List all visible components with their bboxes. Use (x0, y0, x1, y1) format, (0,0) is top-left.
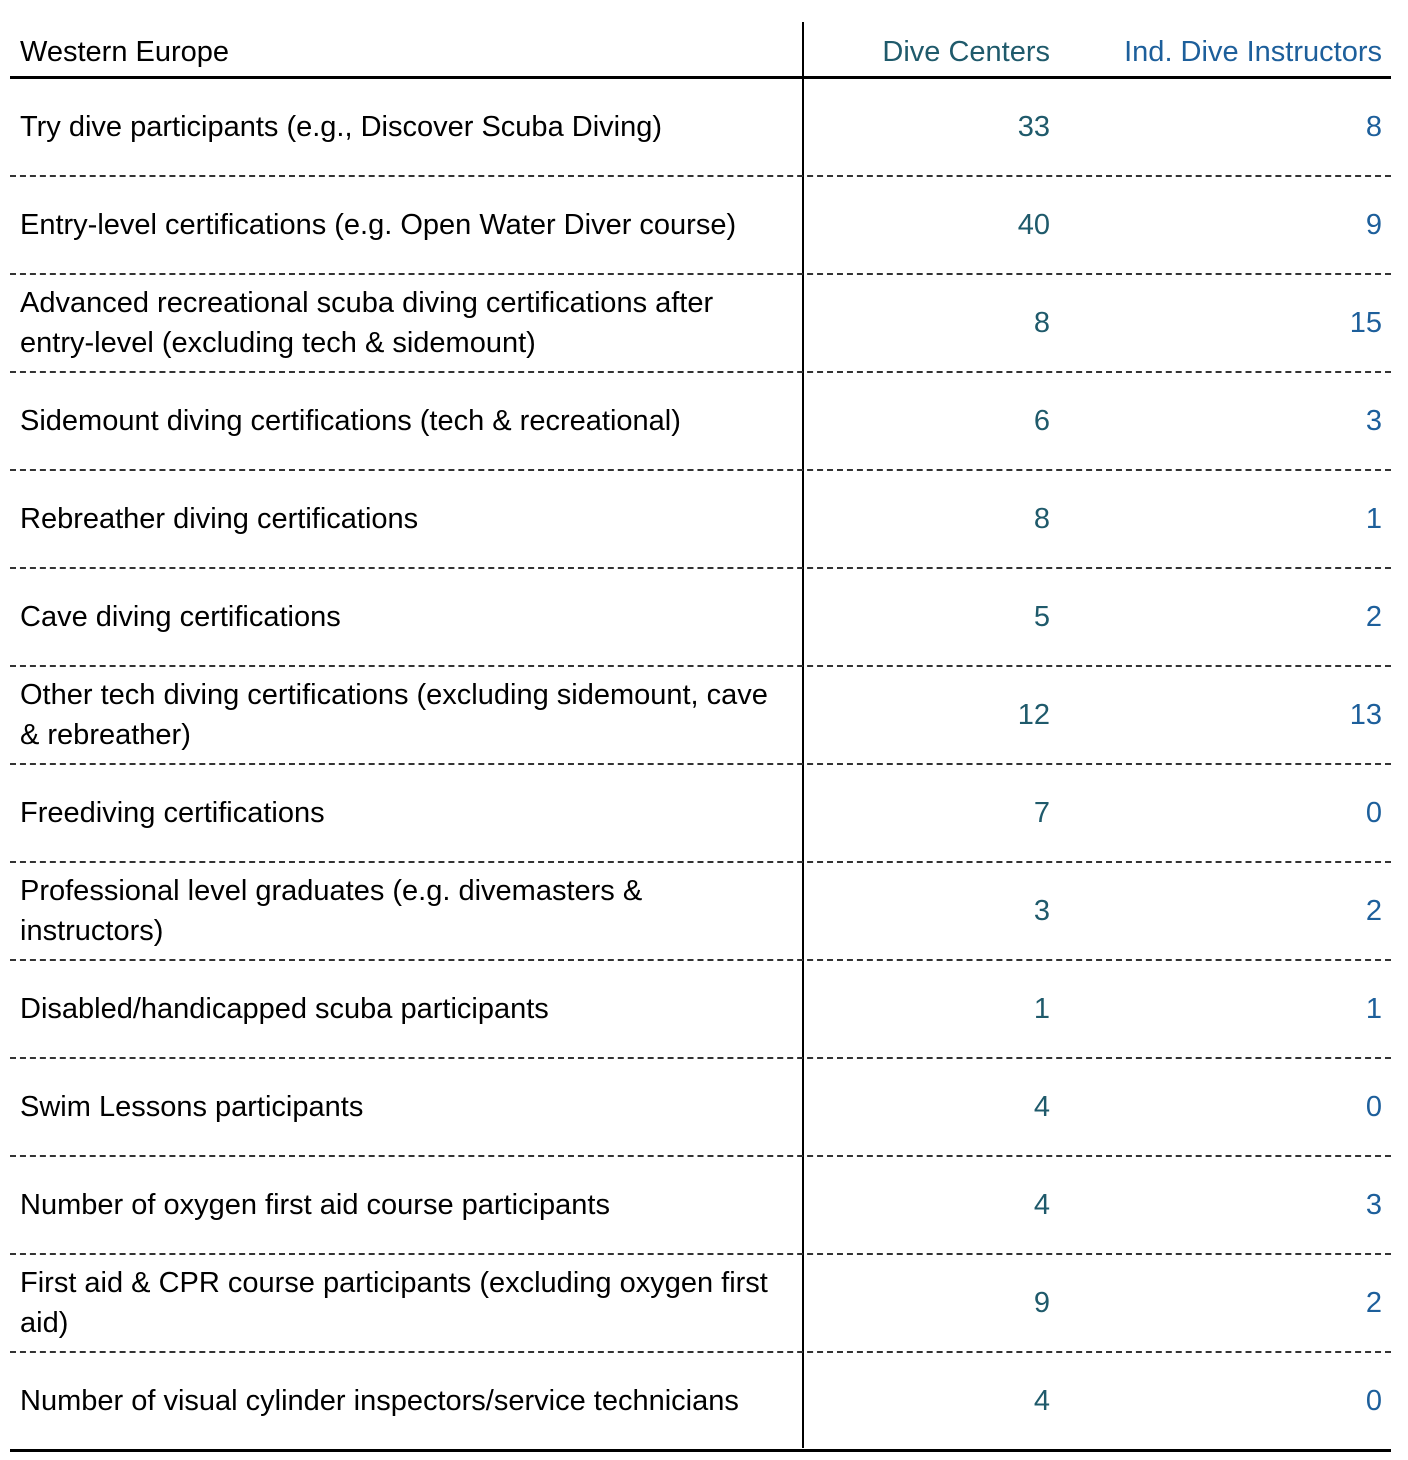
table-row (10, 275, 1391, 373)
dive-centers-value: 9 (1033, 1286, 1050, 1319)
row-label: Entry-level certifications (e.g. Open Water Diver course) (20, 209, 737, 241)
dive-centers-value: 5 (1033, 600, 1050, 633)
ind-instructors-value: 1 (1365, 502, 1382, 535)
table-row (10, 1353, 1391, 1452)
ind-instructors-value: 8 (1365, 110, 1382, 143)
ind-instructors-value: 13 (1349, 698, 1382, 731)
column-header-dive-centers: Dive Centers (882, 36, 1050, 68)
table-row (10, 765, 1391, 863)
table-row (10, 1059, 1391, 1157)
table-row (10, 569, 1391, 667)
table-row (10, 1255, 1391, 1353)
ind-instructors-value: 15 (1349, 306, 1382, 339)
dive-centers-value: 6 (1033, 404, 1050, 437)
dive-centers-value: 33 (1017, 110, 1050, 143)
table-row (10, 177, 1391, 275)
ind-instructors-value: 1 (1365, 992, 1382, 1025)
dive-centers-value: 8 (1033, 502, 1050, 535)
table-row (10, 863, 1391, 961)
dive-centers-value: 1 (1033, 992, 1050, 1025)
row-label: Try dive participants (e.g., Discover Scuba Diving) (20, 111, 662, 143)
dive-centers-value: 12 (1017, 698, 1050, 731)
dive-centers-value: 40 (1017, 208, 1050, 241)
row-label: Other tech diving certifications (excluding sidemount, cave & rebreather) (20, 679, 768, 751)
ind-instructors-value: 2 (1365, 1286, 1382, 1319)
table-row (10, 667, 1391, 765)
table-row (10, 79, 1391, 177)
ind-instructors-value: 9 (1365, 208, 1382, 241)
dive-centers-value: 8 (1033, 306, 1050, 339)
column-header-ind-dive-instructors: Ind. Dive Instructors (1124, 36, 1382, 68)
table-title: Western Europe (20, 36, 230, 68)
ind-instructors-value: 2 (1365, 600, 1382, 633)
dive-centers-value: 3 (1033, 894, 1050, 927)
row-label: Rebreather diving certifications (20, 503, 419, 535)
table-row (10, 961, 1391, 1059)
dive-centers-value: 4 (1033, 1188, 1050, 1221)
table-body (10, 79, 1391, 1452)
ind-instructors-value: 3 (1365, 404, 1382, 437)
row-label: Advanced recreational scuba diving certifications after entry-level (excluding tech & sidemount) (20, 287, 714, 359)
row-label: Sidemount diving certifications (tech & recreational) (20, 405, 681, 437)
ind-instructors-value: 0 (1365, 1384, 1382, 1417)
row-label: First aid & CPR course participants (excluding oxygen first aid) (20, 1267, 768, 1339)
data-table (10, 22, 1391, 1452)
table-row (10, 373, 1391, 471)
dive-centers-value: 4 (1033, 1090, 1050, 1123)
row-label: Swim Lessons participants (20, 1091, 364, 1123)
ind-instructors-value: 2 (1365, 894, 1382, 927)
row-label: Disabled/handicapped scuba participants (20, 993, 549, 1025)
dive-centers-value: 7 (1033, 796, 1050, 829)
row-label: Freediving certifications (20, 797, 325, 829)
ind-instructors-value: 3 (1365, 1188, 1382, 1221)
row-label: Cave diving certifications (20, 601, 341, 633)
table-row (10, 1157, 1391, 1255)
row-label: Number of visual cylinder inspectors/service technicians (20, 1385, 739, 1417)
ind-instructors-value: 0 (1365, 1090, 1382, 1123)
row-label: Professional level graduates (e.g. divemasters & instructors) (20, 875, 643, 947)
row-label: Number of oxygen first aid course participants (20, 1189, 610, 1221)
table-row (10, 471, 1391, 569)
ind-instructors-value: 0 (1365, 796, 1382, 829)
dive-centers-value: 4 (1033, 1384, 1050, 1417)
table-header (10, 22, 1391, 79)
